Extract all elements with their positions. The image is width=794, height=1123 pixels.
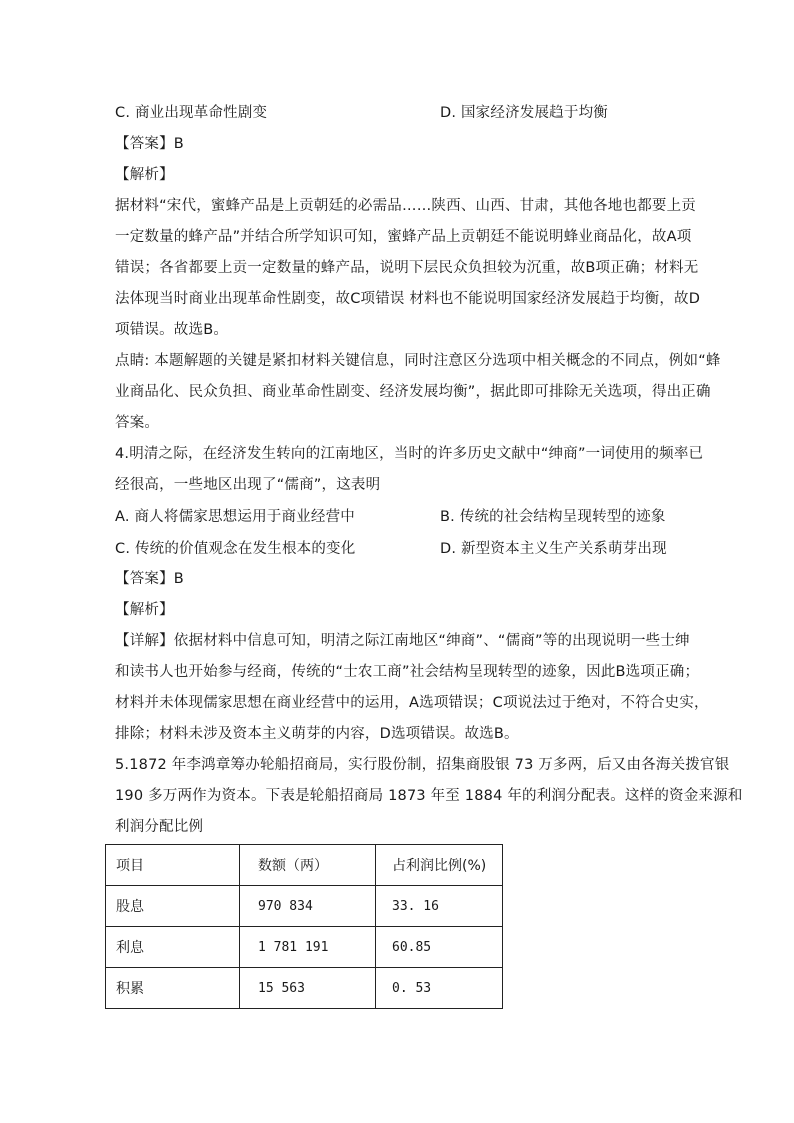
q4-option-d: D. 新型资本主义生产关系萌芽出现 <box>440 541 667 557</box>
table-row <box>106 927 503 968</box>
table-header-row <box>106 845 503 886</box>
profit-distribution-table <box>105 844 503 1009</box>
table-cell: 970 834 <box>240 886 376 927</box>
table-cell: 积累 <box>106 968 240 1009</box>
table-cell: 股息 <box>106 886 240 927</box>
q4-analysis-label: 【解析】 <box>115 602 174 618</box>
q3-tip-line: 业商品化、民众负担、商业革命性剧变、经济发展均衡”，据此即可排除无关选项，得出正确 <box>115 384 711 400</box>
table-header-cell: 项目 <box>106 845 240 886</box>
table-row <box>106 968 503 1009</box>
q4-detail-line: 【详解】依据材料中信息可知，明清之际江南地区“绅商”、“儒商”等的出现说明一些士绅 <box>115 633 690 649</box>
q3-analysis-line: 一定数量的蜂产品”并结合所学知识可知，蜜蜂产品上贡朝廷不能说明蜂业商品化，故A项 <box>115 229 692 245</box>
q4-option-a: A. 商人将儒家思想运用于商业经营中 <box>115 509 355 525</box>
table-cell: 15 563 <box>240 968 376 1009</box>
q3-tip-line: 答案。 <box>115 415 160 431</box>
q4-option-c: C. 传统的价值观念在发生根本的变化 <box>115 541 356 557</box>
q3-option-d: D. 国家经济发展趋于均衡 <box>440 105 608 121</box>
q4-stem-line: 经很高，一些地区出现了“儒商”，这表明 <box>115 477 381 493</box>
q3-analysis-line: 项错误。故选B。 <box>115 322 229 338</box>
q4-detail-line: 排除；材料未涉及资本主义萌芽的内容，D选项错误。故选B。 <box>115 726 519 742</box>
q5-stem-line: 5.1872 年李鸿章筹办轮船招商局，实行股份制，招集商股银 73 万多两，后又由各海关拨官银 <box>115 757 730 773</box>
table-cell: 60.85 <box>376 927 503 968</box>
q3-analysis-line: 据材料“宋代，蜜蜂产品是上贡朝廷的必需品……陕西、山西、甘肃，其他各地也都要上贡 <box>115 198 697 214</box>
q3-option-c: C. 商业出现革命性剧变 <box>115 105 268 121</box>
table-cell: 利息 <box>106 927 240 968</box>
q4-detail-line: 和读书人也开始参与经商，传统的“士农工商”社会结构呈现转型的迹象，因此B选项正确； <box>115 664 700 680</box>
q4-stem-line: 4.明清之际，在经济发生转向的江南地区，当时的许多历史文献中“绅商”一词使用的频率已 <box>115 446 704 462</box>
table-header-cell: 占利润比例(%) <box>376 845 503 886</box>
table-header-cell: 数额（两） <box>240 845 376 886</box>
q5-stem-line: 利润分配比例 <box>115 819 204 835</box>
table-row <box>106 886 503 927</box>
table-cell: 1 781 191 <box>240 927 376 968</box>
q3-tip-line: 点睛: 本题解题的关键是紧扣材料关键信息，同时注意区分选项中相关概念的不同点，例如“蜂 <box>115 353 721 369</box>
q5-stem-line: 190 多万两作为资本。下表是轮船招商局 1873 年至 1884 年的利润分配表。这样的资金来源和 <box>115 788 743 804</box>
table-cell: 33. 16 <box>376 886 503 927</box>
q3-analysis-label: 【解析】 <box>115 167 174 183</box>
table-cell: 0. 53 <box>376 968 503 1009</box>
q3-analysis-line: 错误；各省都要上贡一定数量的蜂产品，说明下层民众负担较为沉重，故B项正确；材料无 <box>115 260 699 276</box>
q4-option-b: B. 传统的社会结构呈现转型的迹象 <box>440 509 666 525</box>
q4-answer: 【答案】B <box>115 571 184 587</box>
q3-answer: 【答案】B <box>115 136 184 152</box>
q3-analysis-line: 法体现当时商业出现革命性剧变，故C项错误 材料也不能说明国家经济发展趋于均衡，故D <box>115 291 701 307</box>
q4-detail-line: 材料并未体现儒家思想在商业经营中的运用，A选项错误；C项说法过于绝对，不符合史实， <box>115 695 709 711</box>
